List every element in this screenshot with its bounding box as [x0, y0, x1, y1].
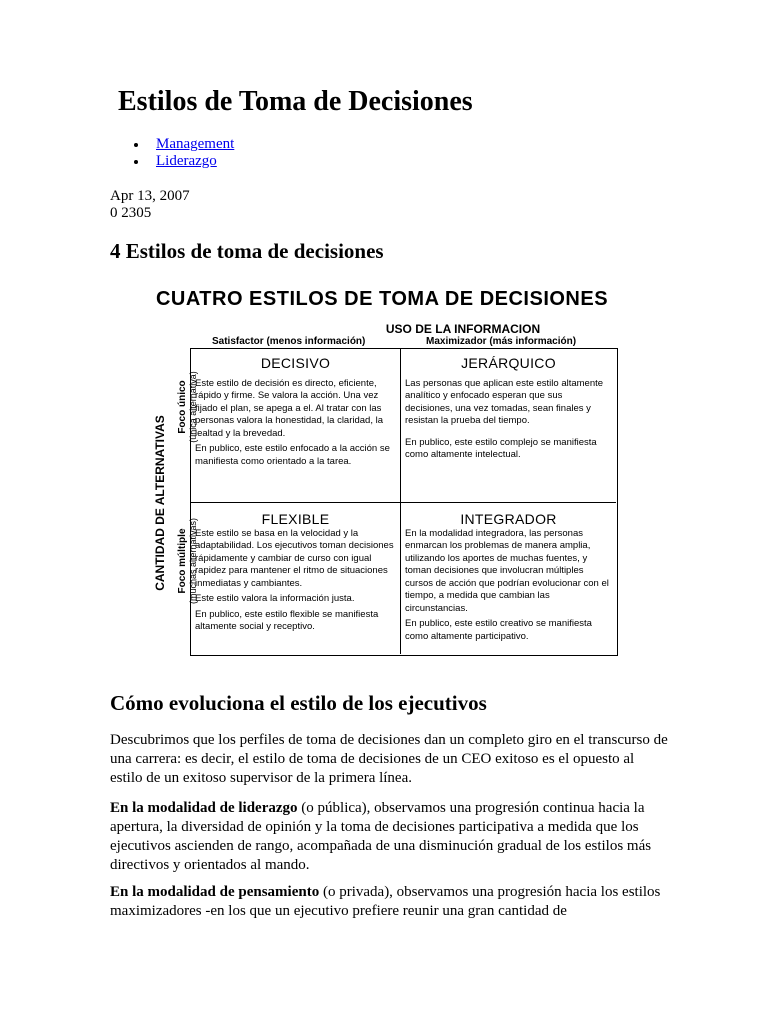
cell-jerarquico: [401, 349, 616, 503]
tag-link-liderazgo[interactable]: Liderazgo: [156, 153, 217, 169]
paragraph-text: Descubrimos que los perfiles de toma de decisiones dan un completo giro en el transcurso de una carrera: es decir, el estilo de toma de decisiones de un CEO exitoso es el opuesto al estilo de un exitoso supervisor de la primera línea.: [110, 732, 668, 786]
cell-text: En publico, este estilo flexible se manifiesta altamente social y receptivo.: [195, 608, 379, 632]
paragraph-text: (o privada), observamos una progresión hacia los estilos maximizadores -en los que un ejecutivo prefiere reunir una gran cantidad de: [110, 884, 661, 919]
tag-item: [110, 153, 234, 170]
column-maximizador: Maximizador (más información): [426, 336, 577, 347]
cell-text: Este estilo valora la información justa.: [195, 593, 355, 604]
paragraph-bold: En la modalidad de liderazgo: [110, 800, 298, 816]
cell-text: Este estilo de decisión es directo, eficiente, rápido y firme. Se valora la acción. Una vez fijado el plan, se apega a el. Al tratar con las personas valora la honestidad, la claridad, la lealtad y la brevedad.: [195, 377, 384, 439]
cell-text: En la modalidad integradora, las personas enmarcan los problemas de manera amplia, utilizando los aportes de muchas fuentes, y toman decisiones que involucran múltiples cursos de acción que podrían evolucionar con el tiempo, a medida que cambian las circunstancias.: [405, 527, 609, 614]
cell-flexible: [191, 503, 401, 654]
paragraph-text: (o pública), observamos una progresión continua hacia la apertura, la diversidad de opinión y la toma de decisiones participativa a medida que los ejecutivos ascienden de rango, acompañada de una disminución gradual de los estilos más directivos y orientados al mando.: [110, 800, 652, 873]
paragraph: [110, 731, 670, 788]
cell-text: Las personas que aplican este estilo altamente analítico y enfocado esperan que sus decisiones, una vez tomadas, sean finales y resistan la prueba del tiempo.: [405, 377, 604, 426]
row-unico-title: Foco único: [177, 380, 188, 434]
tag-item: [110, 136, 234, 153]
tag-list: [110, 136, 234, 170]
article-meta: [110, 188, 190, 222]
figure-title: CUATRO ESTILOS DE TOMA DE DECISIONES: [155, 288, 609, 310]
section-heading-evoluciona: Cómo evoluciona el estilo de los ejecutivos: [110, 691, 487, 715]
page-title: Estilos de Toma de Decisiones: [118, 86, 473, 117]
paragraph: [110, 799, 670, 875]
cell-title-jerarquico: JERÁRQUICO: [461, 355, 556, 371]
cell-integrador: [401, 503, 616, 654]
y-axis-label: CANTIDAD DE ALTERNATIVAS: [153, 415, 167, 591]
decision-styles-figure: [140, 286, 630, 664]
cell-title-integrador: INTEGRADOR: [460, 511, 557, 527]
column-satisfactor: Satisfactor (menos información): [212, 336, 366, 347]
paragraph-bold: En la modalidad de pensamiento: [110, 884, 320, 900]
tag-link-management[interactable]: Management: [156, 136, 235, 152]
cell-text: En publico, este estilo complejo se manifiesta como altamente intelectual.: [405, 436, 597, 460]
cell-decisivo: [191, 349, 401, 503]
cell-text: Este estilo se basa en la velocidad y la adaptabilidad. Los ejecutivos toman decisiones rápidamente y cambiar de curso con igual rapidez para mantener el ritmo de situaciones inmediatas y cambiantes.: [195, 527, 394, 589]
section-heading-estilos: 4 Estilos de toma de decisiones: [110, 239, 384, 263]
styles-grid: [190, 348, 618, 656]
cell-title-decisivo: DECISIVO: [260, 355, 331, 371]
article-stats: 0 2305: [110, 205, 152, 221]
cell-title-flexible: FLEXIBLE: [261, 511, 330, 527]
paragraph: [110, 883, 670, 921]
row-multiple-title: Foco múltiple: [177, 528, 188, 594]
x-axis-label: USO DE LA INFORMACION: [385, 322, 541, 336]
cell-text: En publico, este estilo creativo se manifiesta como altamente participativo.: [405, 618, 592, 642]
publish-date: Apr 13, 2007: [110, 188, 190, 204]
cell-text: En publico, este estilo enfocado a la acción se manifiesta como orientado a la tarea.: [195, 443, 390, 467]
row-unico-sub: (única alternativa): [188, 371, 198, 443]
row-multiple-sub: (muchas alternativas): [188, 517, 198, 605]
